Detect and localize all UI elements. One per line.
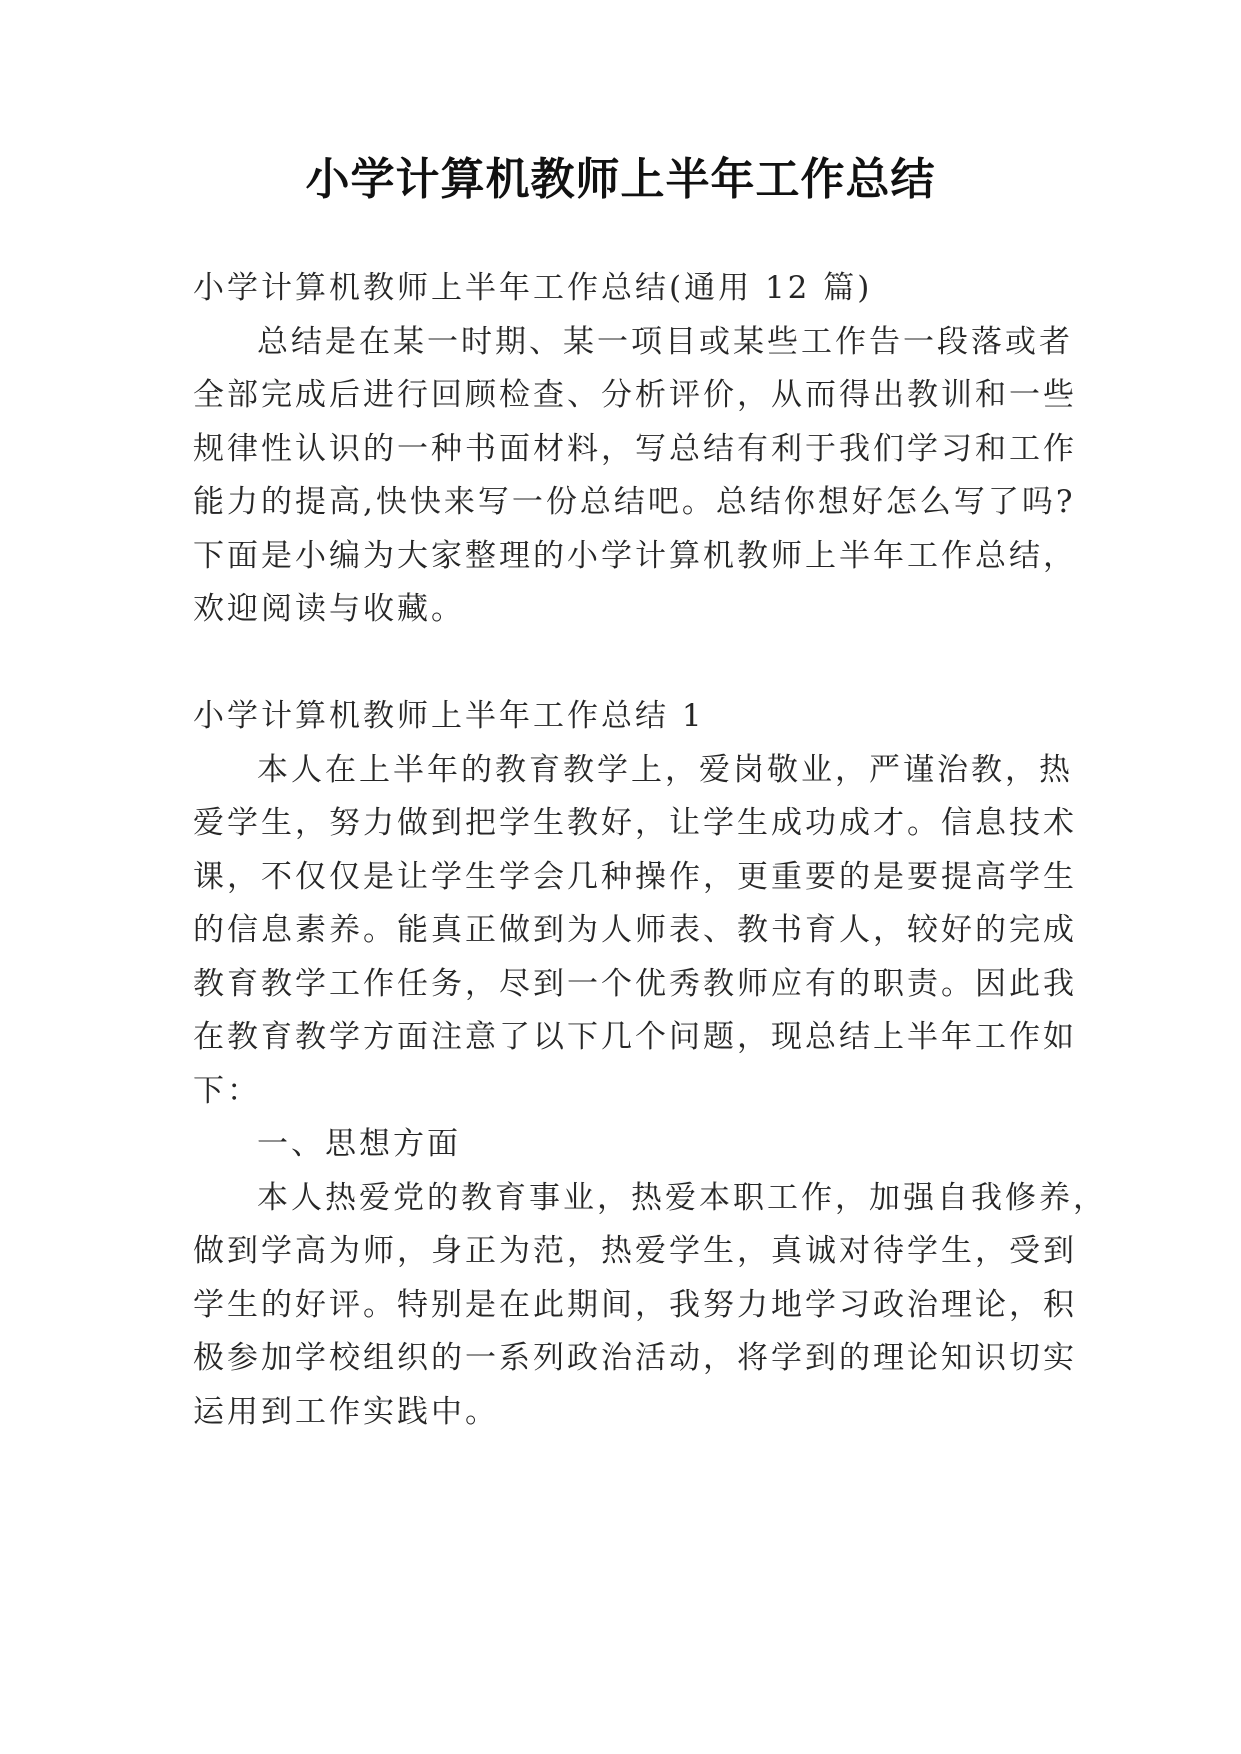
section-heading: 小学计算机教师上半年工作总结 1 (193, 698, 705, 734)
subsection-line: 本人热爱党的教育事业，热爱本职工作，加强自我修养， (257, 1179, 1107, 1216)
subsection-line: 极参加学校组织的一系列政治活动，将学到的理论知识切实 (193, 1340, 1077, 1376)
intro-line: 规律性认识的一种书面材料，写总结有利于我们学习和工作 (193, 430, 1077, 467)
section-line: 下： (193, 1072, 261, 1109)
section-line: 教育教学工作任务，尽到一个优秀教师应有的职责。因此我 (193, 965, 1077, 1002)
intro-line: 能力的提高,快快来写一份总结吧。总结你想好怎么写了吗? (193, 484, 1076, 520)
subsection-heading: 一、思想方面 (257, 1126, 461, 1162)
document-subtitle: 小学计算机教师上半年工作总结(通用 12 篇) (193, 270, 873, 306)
section-line: 的信息素养。能真正做到为人师表、教书育人，较好的完成 (193, 912, 1077, 948)
intro-paragraph (193, 316, 1077, 637)
subsection-line: 学生的好评。特别是在此期间，我努力地学习政治理论，积 (193, 1286, 1077, 1323)
section-paragraph (193, 744, 1077, 1119)
section-line: 课，不仅仅是让学生学会几种操作，更重要的是要提高学生 (193, 858, 1077, 895)
intro-line: 下面是小编为大家整理的小学计算机教师上半年工作总结， (193, 537, 1077, 574)
subsection-line: 做到学高为师，身正为范，热爱学生，真诚对待学生，受到 (193, 1233, 1077, 1269)
intro-line: 欢迎阅读与收藏。 (193, 591, 465, 627)
intro-line: 总结是在某一时期、某一项目或某些工作告一段落或者 (257, 323, 1073, 360)
section-line: 在教育教学方面注意了以下几个问题，现总结上半年工作如 (193, 1019, 1077, 1055)
subsection-paragraph (193, 1172, 1107, 1440)
paragraph-spacer (193, 637, 1053, 691)
document-body (193, 262, 1107, 1439)
section-line: 本人在上半年的教育教学上，爱岗敬业，严谨治教，热 (257, 751, 1073, 788)
intro-line: 全部完成后进行回顾检查、分析评价，从而得出教训和一些 (193, 377, 1077, 413)
document-title: 小学计算机教师上半年工作总结 (305, 154, 936, 205)
section-line: 爱学生，努力做到把学生教好，让学生成功成才。信息技术 (193, 805, 1077, 841)
subsection-line: 运用到工作实践中。 (193, 1393, 499, 1430)
